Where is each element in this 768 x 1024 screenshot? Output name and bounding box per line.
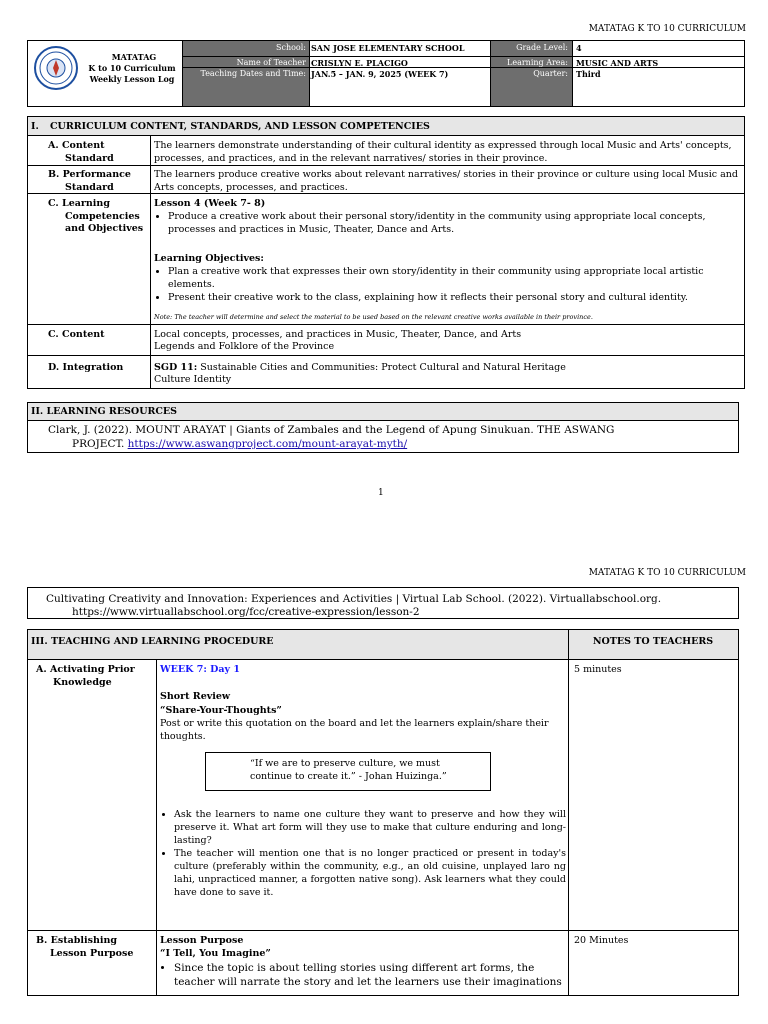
week-label: WEEK 7: Day 1 [160, 664, 240, 675]
section-procedure [27, 629, 739, 996]
header-block [27, 40, 745, 107]
activating-label-2: Knowledge [53, 677, 112, 688]
content-label: C. Content [48, 329, 105, 340]
content-standard-label-2: Standard [65, 153, 114, 164]
deped-seal-icon [34, 46, 78, 90]
integration-line-2: Culture Identity [154, 374, 232, 385]
performance-standard-text: The learners produce creative works about relevant narratives/ stories in their province or culture using local Music and Arts concepts, processes, and practices. [154, 169, 738, 193]
competencies-label-2: Competencies [65, 211, 140, 222]
competency-text: • Produce a creative work about their personal story/identity in the community using appropriate local concepts, processes and practices in Music, Theater, Dance and Arts. [168, 210, 734, 236]
label-dates: Teaching Dates and Time: [200, 69, 306, 78]
establishing-note: 20 Minutes [574, 935, 629, 946]
page-number: 1 [378, 488, 384, 498]
short-review: Short Review [160, 691, 231, 702]
objectives-list [154, 265, 726, 304]
logo-line3: Weekly Lesson Log [89, 74, 175, 84]
activating-bullet-1: • Ask the learners to name one culture they want to preserve and how they will preserve it. What art form will they use to make that culture enduring and long- lasting? [174, 808, 566, 847]
reference-2-box [27, 587, 739, 619]
lesson-purpose-title: Lesson Purpose [160, 935, 244, 946]
integration-sgd: SGD 11: [154, 362, 198, 373]
integration-desc: Sustainable Cities and Communities: Protect Cultural and Natural Heritage [200, 362, 566, 373]
section-resources [27, 402, 739, 453]
competencies-label-3: and Objectives [65, 223, 144, 234]
establishing-bullet-1: • Since the topic is about telling stories using different art forms, the teacher will narrate the story and let the learners use their imaginations [174, 961, 564, 989]
value-area: MUSIC AND ARTS [576, 58, 659, 68]
section-title: CURRICULUM CONTENT, STANDARDS, AND LESSON COMPETENCIES [50, 121, 430, 132]
logo-line2: K to 10 Curriculum [88, 63, 176, 73]
establishing-label-1: B. Establishing [36, 935, 118, 946]
activating-label-1: A. Activating Prior [36, 664, 135, 675]
activating-bullets [160, 808, 566, 899]
reference-1-link[interactable]: https://www.aswangproject.com/mount-arayat-myth/ [127, 438, 408, 450]
objectives-title: Learning Objectives: [154, 253, 264, 264]
value-dates: JAN.5 – JAN. 9, 2025 (WEEK 7) [311, 69, 449, 79]
performance-standard-label-1: B. Performance [48, 169, 131, 180]
competencies-label-1: C. Learning [48, 198, 110, 209]
performance-standard-label-2: Standard [65, 182, 114, 193]
reference-1-line-1: Clark, J. (2022). MOUNT ARAYAT | Giants of Zambales and the Legend of Apung Sinukuan. THE ASWANG [48, 424, 615, 436]
share-activity: “Share-Your-Thoughts” [160, 705, 282, 716]
running-header-page-2: MATATAG K TO 10 CURRICULUM [588, 568, 746, 578]
notes-header: NOTES TO TEACHERS [592, 636, 714, 647]
label-quarter: Quarter: [533, 69, 568, 78]
label-school: School: [276, 43, 306, 52]
activating-bullet-2: • The teacher will mention one that is no longer practiced or present in today's culture (preferably within the community, e.g., an old cuisine, unplayed laro ng lahi, unpracticed manner, a forgotten native song). Ask learners what they could have done to save it. [174, 847, 566, 899]
quote-line-2: continue to create it.” - Johan Huizinga.” [250, 771, 447, 782]
establishing-bullets [160, 961, 564, 989]
establishing-label-2: Lesson Purpose [50, 948, 134, 959]
logo-cell [28, 41, 182, 106]
value-teacher: CRISLYN E. PLACIGO [311, 58, 408, 68]
section-curriculum [27, 116, 745, 389]
resources-title: II. LEARNING RESOURCES [31, 406, 178, 417]
competency-item [154, 210, 734, 236]
content-line-2: Legends and Folklore of the Province [154, 341, 335, 352]
integration-label: D. Integration [48, 362, 124, 373]
reference-2-line-2: https://www.virtuallabschool.org/fcc/creative-expression/lesson-2 [72, 606, 420, 618]
value-quarter: Third [576, 69, 601, 79]
content-line-1: Local concepts, processes, and practices in Music, Theater, Dance, and Arts [154, 329, 522, 340]
content-standard-text: The learners demonstrate understanding of their cultural identity as expressed through local Music and Arts' concepts, processes, and practices, and in the relevant narratives/ stories in their province. [154, 140, 732, 164]
logo-line1: MATATAG [111, 52, 157, 62]
label-grade: Grade Level: [516, 43, 568, 52]
objective-2: • Present their creative work to the class, explaining how it reflects their personal story and cultural identity. [168, 291, 726, 304]
reference-1-line-2 [72, 438, 407, 450]
content-standard-label-1: A. Content [48, 140, 105, 151]
lesson-title: Lesson 4 (Week 7- 8) [154, 198, 266, 209]
quote-line-1: “If we are to preserve culture, we must [250, 758, 440, 769]
procedure-title: III. TEACHING AND LEARNING PROCEDURE [31, 636, 274, 647]
value-school: SAN JOSE ELEMENTARY SCHOOL [311, 43, 465, 53]
quote-box [205, 752, 491, 791]
value-grade: 4 [576, 43, 582, 53]
reference-1-prefix: PROJECT. [72, 438, 125, 450]
section-num: I. [31, 121, 39, 132]
running-header: MATATAG K TO 10 CURRICULUM [588, 24, 746, 34]
reference-2-line-1: Cultivating Creativity and Innovation: Experiences and Activities | Virtual Lab School. (2022). Virtuallabschool.org. [46, 593, 662, 605]
activity-instruction: Post or write this quotation on the board and let the learners explain/share their thoughts. [160, 718, 549, 742]
i-tell-activity: “I Tell, You Imagine” [160, 948, 271, 959]
label-area: Learning Area: [507, 58, 568, 67]
objective-1: • Plan a creative work that expresses their own story/identity in their community using appropriate local artistic elements. [168, 265, 726, 291]
teacher-note: Note: The teacher will determine and select the material to be used based on the relevant creative works available in their province. [154, 313, 593, 321]
activating-note: 5 minutes [574, 664, 622, 675]
label-teacher: Name of Teacher [236, 58, 306, 67]
